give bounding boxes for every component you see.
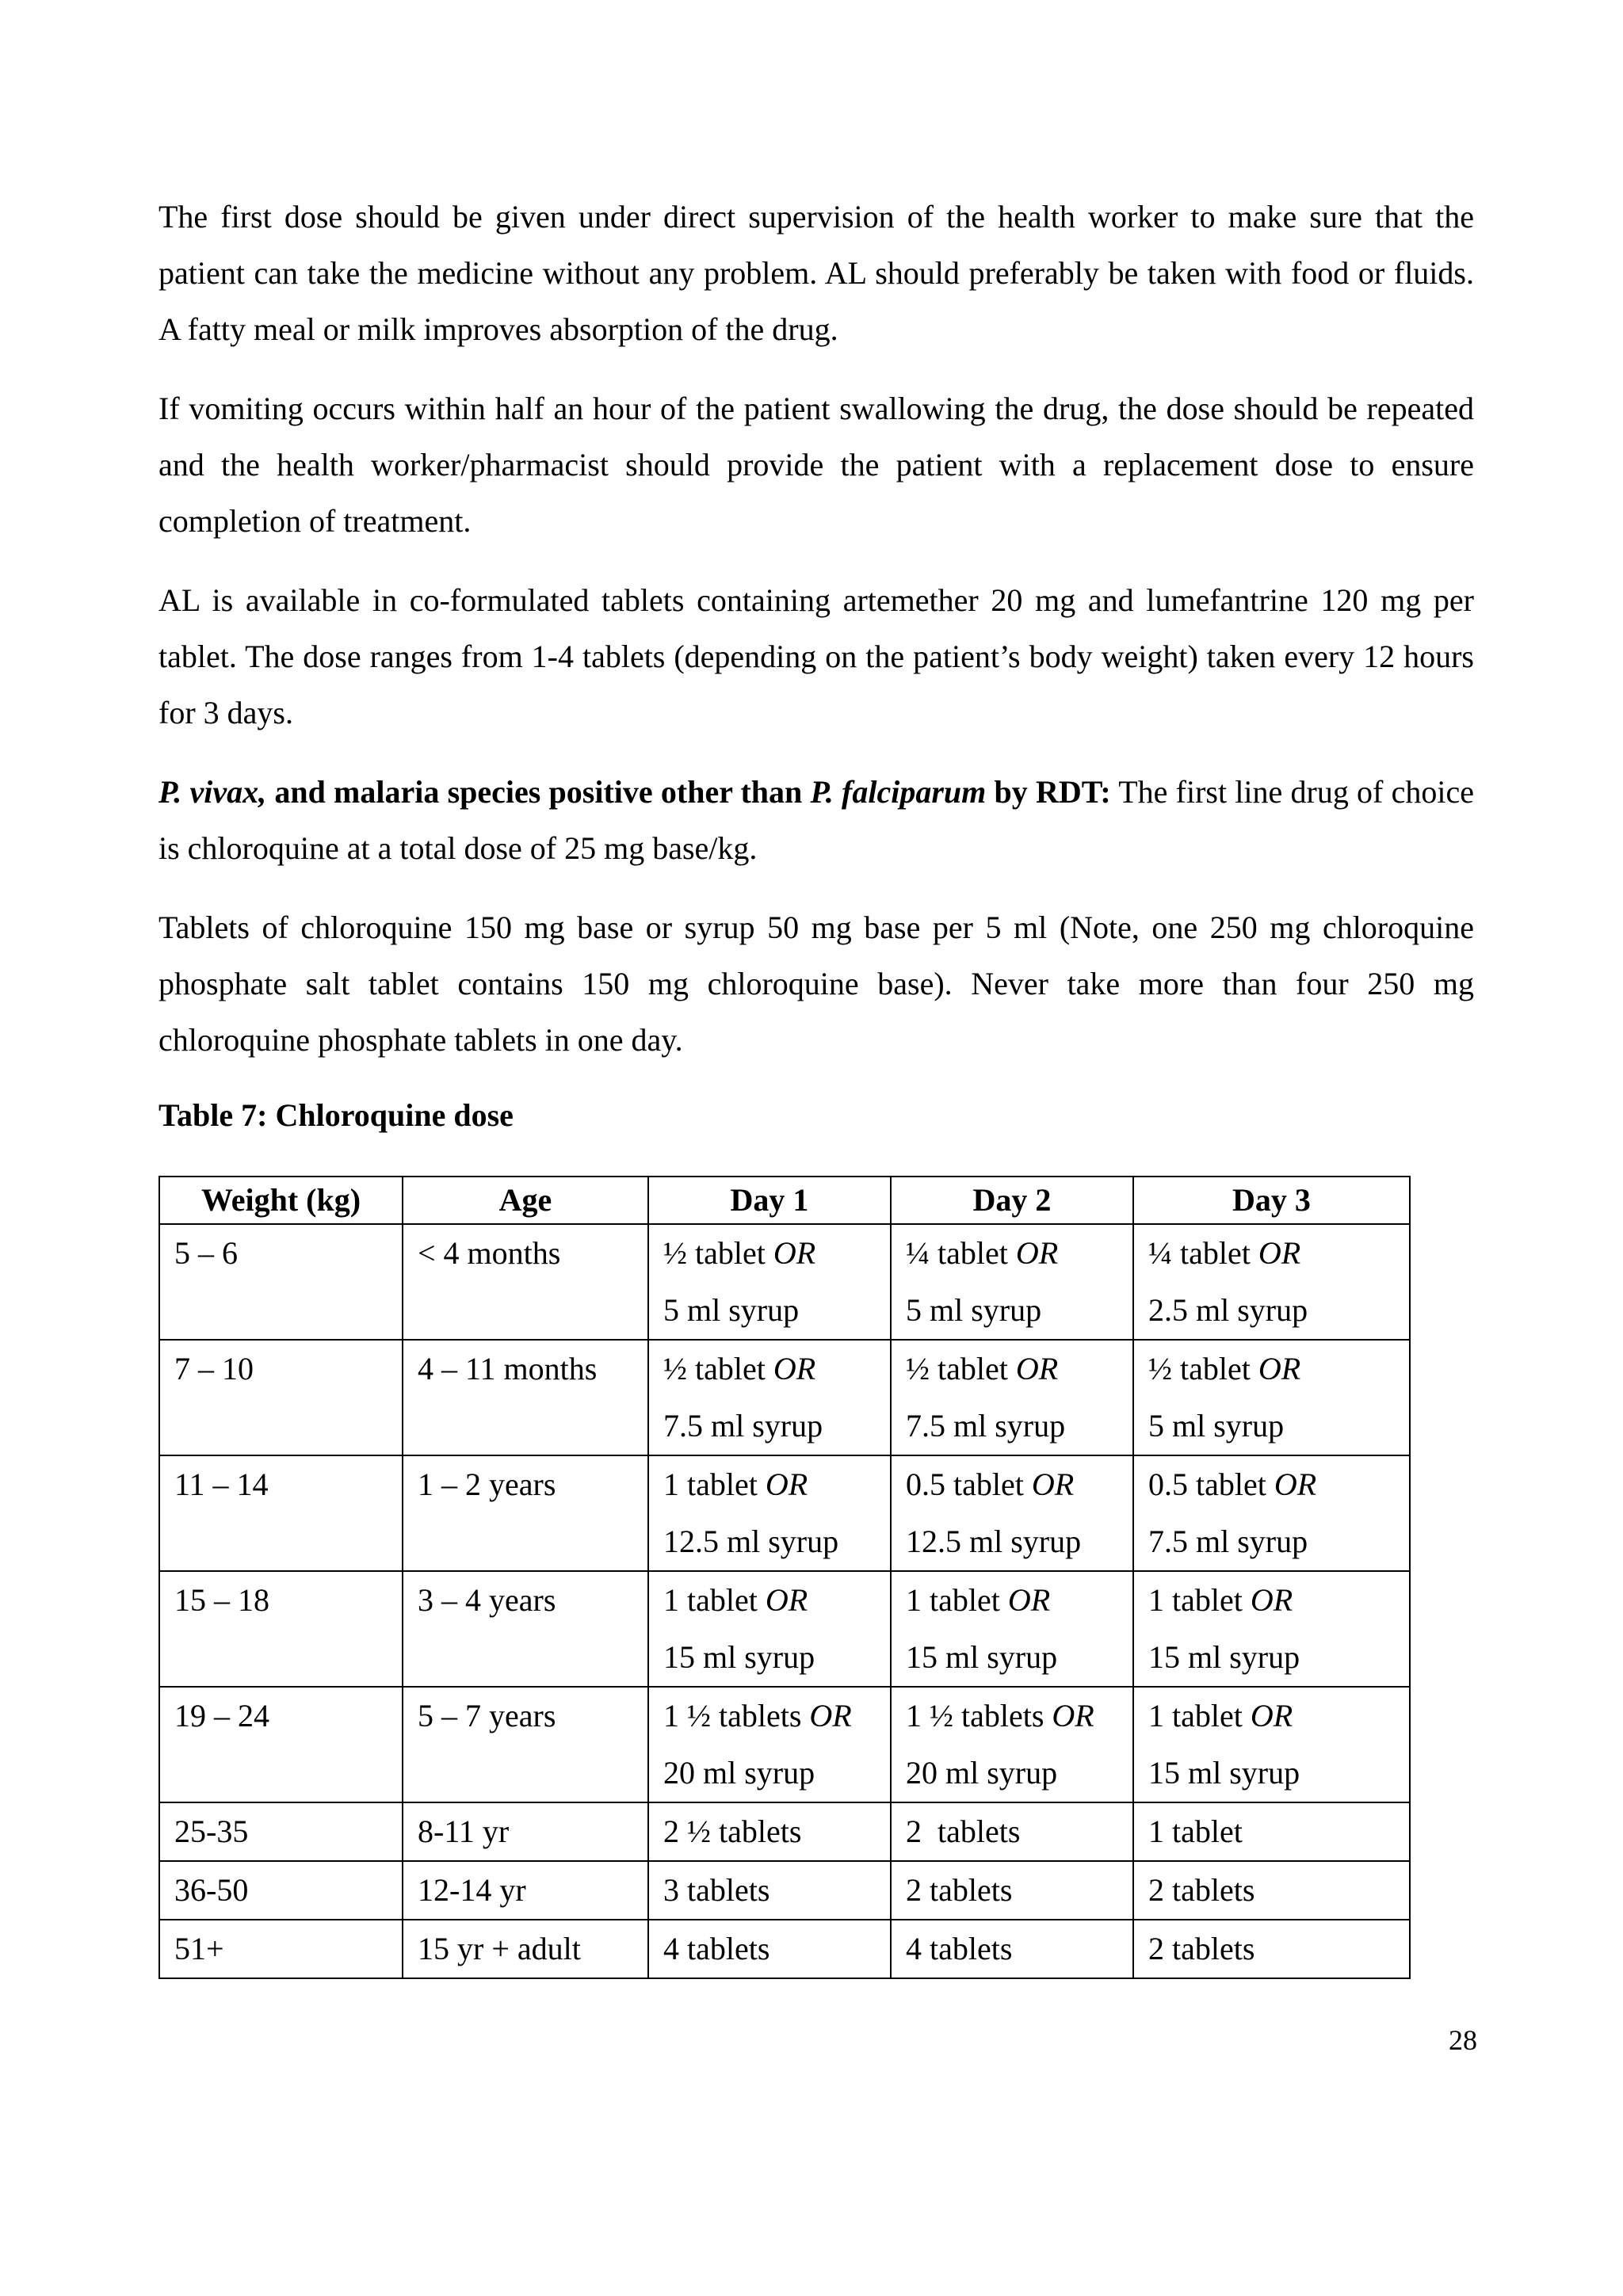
- cell-day-1: 3 tablets: [648, 1861, 891, 1920]
- cell-age: 12-14 yr: [403, 1861, 648, 1920]
- cell-day-3: [1133, 1571, 1410, 1687]
- tablet-dose: ½ tablet: [663, 1235, 773, 1271]
- table-row: [159, 1455, 1410, 1571]
- tablet-dose: ¼ tablet: [1148, 1235, 1258, 1271]
- syrup-dose: 7.5 ml syrup: [1148, 1524, 1308, 1559]
- or-word: OR: [1274, 1466, 1317, 1502]
- table-row: [159, 1861, 1410, 1920]
- table-row: [159, 1687, 1410, 1802]
- or-word: OR: [1015, 1235, 1059, 1271]
- syrup-dose: 5 ml syrup: [906, 1292, 1042, 1328]
- header-day-1: Day 1: [648, 1177, 891, 1224]
- cell-day-1: [648, 1455, 891, 1571]
- paragraph-vomiting: If vomiting occurs within half an hour of the patient swallowing the drug, the dose should be repeated and the health worker/pharmacist should provide the patient with a replacement dose to ensure completion of treatment.: [158, 391, 1474, 539]
- syrup-dose: 12.5 ml syrup: [663, 1524, 839, 1559]
- or-word: OR: [765, 1466, 808, 1502]
- cell-day-2: [891, 1455, 1133, 1571]
- or-word: OR: [1015, 1351, 1059, 1386]
- syrup-dose: 20 ml syrup: [663, 1755, 815, 1791]
- heading-mid-text: and malaria species positive other than: [266, 774, 811, 810]
- or-word: OR: [765, 1582, 808, 1618]
- syrup-dose: 15 ml syrup: [1148, 1755, 1300, 1791]
- cell-age: 3 – 4 years: [403, 1571, 648, 1687]
- chloroquine-dose-table: [158, 1176, 1411, 1979]
- tablet-dose: 1 ½ tablets: [663, 1698, 810, 1733]
- or-word: OR: [1052, 1698, 1094, 1733]
- tablet-dose: 1 tablet: [1148, 1698, 1251, 1733]
- cell-day-1: [648, 1571, 891, 1687]
- cell-day-2: [891, 1224, 1133, 1340]
- species-p-falciparum: P. falciparum: [810, 774, 987, 810]
- cell-day-1: [648, 1224, 891, 1340]
- tablet-dose: 0.5 tablet: [1148, 1466, 1274, 1502]
- cell-weight: 36-50: [159, 1861, 403, 1920]
- tablet-dose: ¼ tablet: [906, 1235, 1016, 1271]
- table-row: [159, 1571, 1410, 1687]
- table-row: [159, 1340, 1410, 1455]
- cell-age: 8-11 yr: [403, 1802, 648, 1861]
- or-word: OR: [1250, 1698, 1293, 1733]
- cell-day-1: 4 tablets: [648, 1920, 891, 1978]
- table-header-row: [159, 1177, 1410, 1224]
- cell-day-1: 2 ½ tablets: [648, 1802, 891, 1861]
- cell-weight: 11 – 14: [159, 1455, 403, 1571]
- or-word: OR: [773, 1351, 816, 1386]
- heading-end-text: by RDT:: [986, 774, 1111, 810]
- tablet-dose: 1 tablet: [663, 1582, 766, 1618]
- paragraph-first-dose: The first dose should be given under direct supervision of the health worker to make sure that the patient can take the medicine without any problem. AL should preferably be taken with food or fluids. A fatty meal or milk improves absorption of the drug.: [158, 199, 1474, 347]
- cell-day-3: [1133, 1340, 1410, 1455]
- cell-day-2: 2 tablets: [891, 1802, 1133, 1861]
- paragraph-al-availability: AL is available in co-formulated tablets containing artemether 20 mg and lumefantrine 120 mg per tablet. The dose ranges from 1-4 tablets (depending on the patient’s body weight) taken every 12 hours for 3 days.: [158, 582, 1474, 730]
- table-row: [159, 1802, 1410, 1861]
- cell-day-3: 2 tablets: [1133, 1861, 1410, 1920]
- cell-age: 4 – 11 months: [403, 1340, 648, 1455]
- cell-age: 1 – 2 years: [403, 1455, 648, 1571]
- tablet-dose: ½ tablet: [1148, 1351, 1258, 1386]
- cell-day-2: [891, 1340, 1133, 1455]
- tablet-dose: 1 tablet: [663, 1466, 766, 1502]
- cell-weight: 5 – 6: [159, 1224, 403, 1340]
- header-day-3: Day 3: [1133, 1177, 1410, 1224]
- syrup-dose: 2.5 ml syrup: [1148, 1292, 1308, 1328]
- syrup-dose: 7.5 ml syrup: [906, 1408, 1066, 1444]
- or-word: OR: [1258, 1235, 1301, 1271]
- syrup-dose: 5 ml syrup: [663, 1292, 800, 1328]
- tablet-dose: ½ tablet: [663, 1351, 773, 1386]
- cell-day-2: [891, 1571, 1133, 1687]
- table-row: [159, 1920, 1410, 1978]
- table-row: [159, 1224, 1410, 1340]
- syrup-dose: 5 ml syrup: [1148, 1408, 1285, 1444]
- or-word: OR: [1258, 1351, 1301, 1386]
- paragraph-p-vivax: [158, 764, 1474, 876]
- cell-weight: 19 – 24: [159, 1687, 403, 1802]
- or-word: OR: [1250, 1582, 1293, 1618]
- cell-day-2: 4 tablets: [891, 1920, 1133, 1978]
- tablet-dose: ½ tablet: [906, 1351, 1016, 1386]
- cell-day-1: [648, 1340, 891, 1455]
- or-word: OR: [1031, 1466, 1075, 1502]
- paragraph-chloroquine-tablets: Tablets of chloroquine 150 mg base or syrup 50 mg base per 5 ml (Note, one 250 mg chloroquine phosphate salt tablet contains 150 mg chloroquine base). Never take more than four 250 mg chloroquine phosphate tablets in one day.: [158, 910, 1474, 1058]
- cell-age: 5 – 7 years: [403, 1687, 648, 1802]
- cell-day-2: 2 tablets: [891, 1861, 1133, 1920]
- cell-day-3: 2 tablets: [1133, 1920, 1410, 1978]
- cell-day-3: 1 tablet: [1133, 1802, 1410, 1861]
- cell-weight: 51+: [159, 1920, 403, 1978]
- tablet-dose: 1 ½ tablets: [906, 1698, 1052, 1733]
- cell-day-3: [1133, 1224, 1410, 1340]
- species-p-vivax: P. vivax,: [158, 774, 267, 810]
- or-word: OR: [773, 1235, 816, 1271]
- cell-age: < 4 months: [403, 1224, 648, 1340]
- cell-weight: 15 – 18: [159, 1571, 403, 1687]
- syrup-dose: 7.5 ml syrup: [663, 1408, 823, 1444]
- syrup-dose: 20 ml syrup: [906, 1755, 1058, 1791]
- syrup-dose: 15 ml syrup: [1148, 1639, 1300, 1675]
- syrup-dose: 15 ml syrup: [906, 1639, 1058, 1675]
- cell-day-2: [891, 1687, 1133, 1802]
- paragraph-p-vivax-text: The first line drug of choice is chloroquine at a total dose of 25 mg base/kg.: [158, 774, 1474, 866]
- page-number: 28: [1449, 2024, 1477, 2056]
- cell-weight: 7 – 10: [159, 1340, 403, 1455]
- cell-day-1: [648, 1687, 891, 1802]
- cell-weight: 25-35: [159, 1802, 403, 1861]
- tablet-dose: 0.5 tablet: [906, 1466, 1032, 1502]
- table-caption: Table 7: Chloroquine dose: [158, 1097, 514, 1133]
- cell-day-3: [1133, 1687, 1410, 1802]
- or-word: OR: [1007, 1582, 1051, 1618]
- cell-day-3: [1133, 1455, 1410, 1571]
- p-vivax-heading: [158, 774, 1111, 810]
- tablet-dose: 1 tablet: [1148, 1582, 1251, 1618]
- syrup-dose: 12.5 ml syrup: [906, 1524, 1082, 1559]
- tablet-dose: 1 tablet: [906, 1582, 1008, 1618]
- header-age: Age: [403, 1177, 648, 1224]
- cell-age: 15 yr + adult: [403, 1920, 648, 1978]
- header-weight: Weight (kg): [159, 1177, 403, 1224]
- header-day-2: Day 2: [891, 1177, 1133, 1224]
- or-word: OR: [809, 1698, 852, 1733]
- syrup-dose: 15 ml syrup: [663, 1639, 815, 1675]
